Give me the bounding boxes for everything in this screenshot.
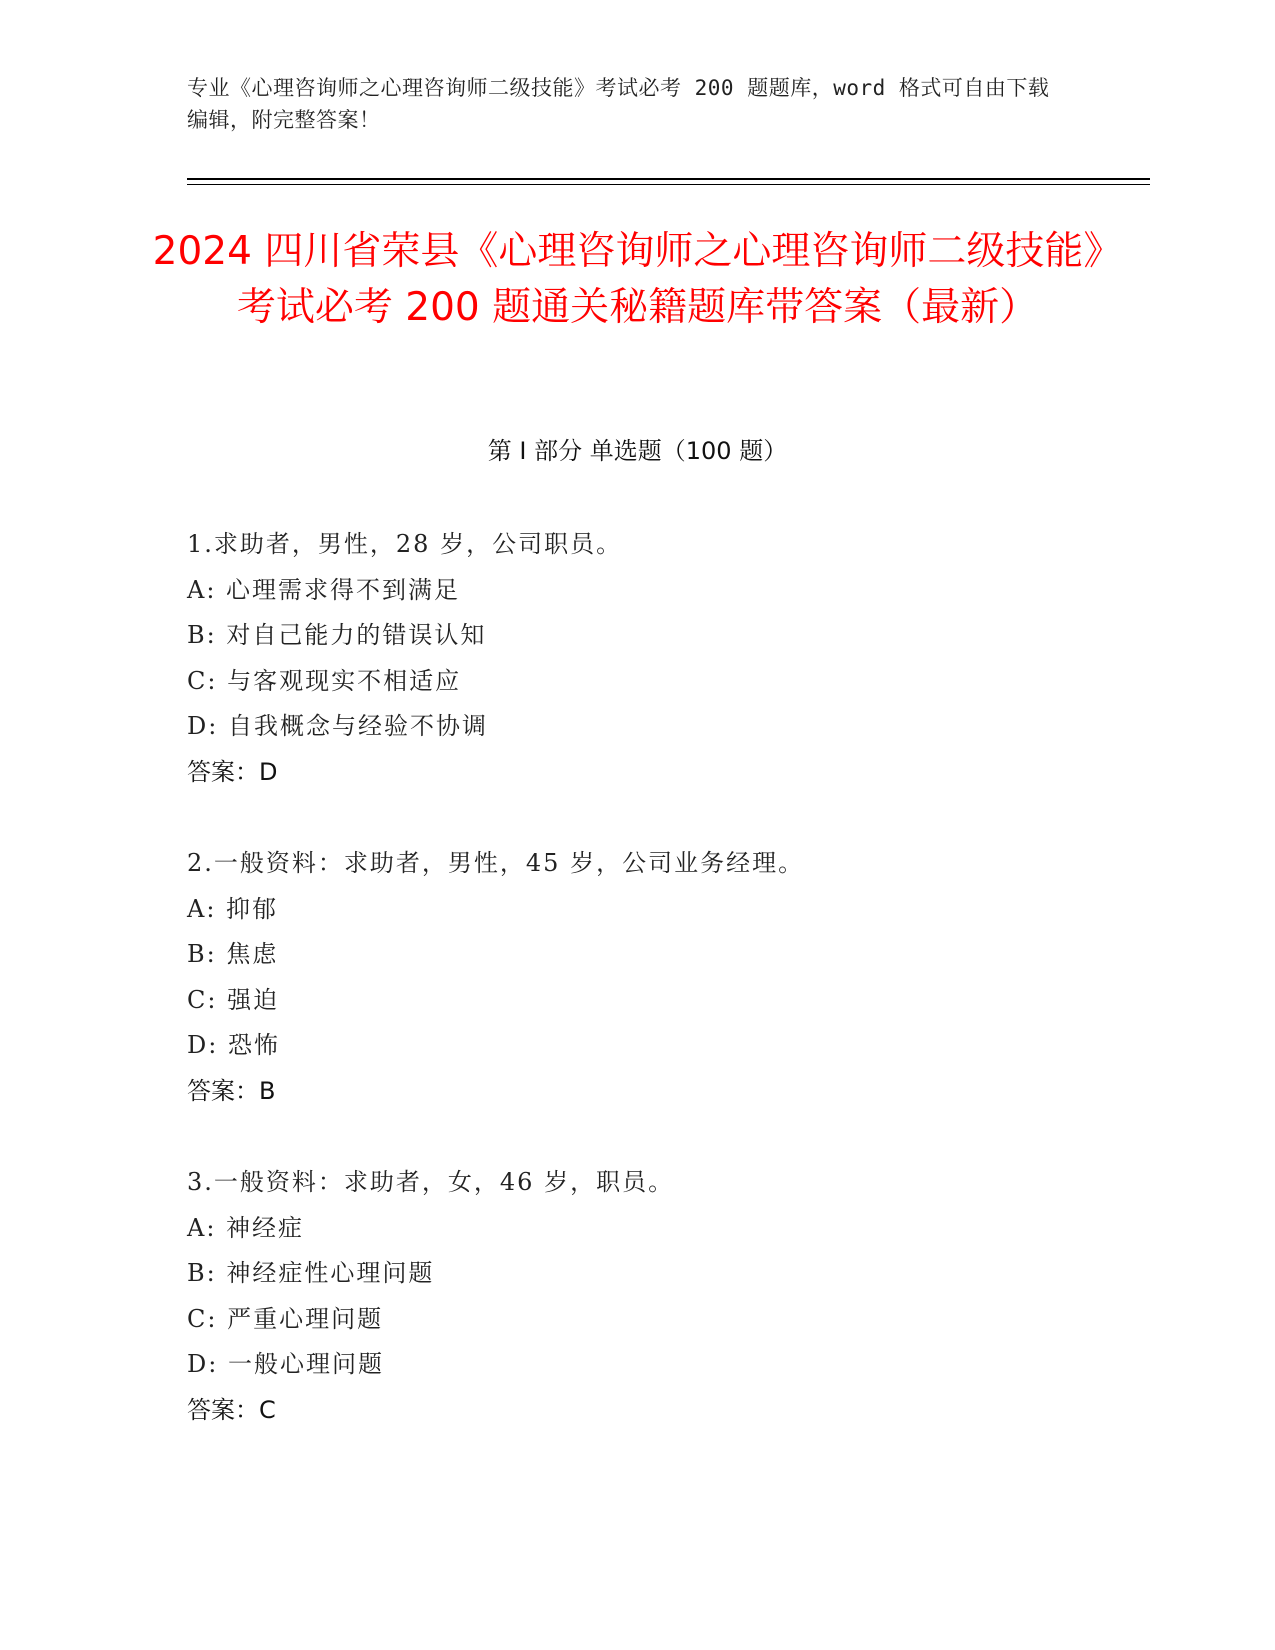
option-d: D: 一般心理问题 — [187, 1350, 384, 1378]
question-1 — [187, 522, 1137, 795]
option-a: A: 神经症 — [187, 1213, 305, 1242]
option-b: B: 神经症性心理问题 — [187, 1259, 435, 1287]
option-d: D: 自我概念与经验不协调 — [187, 712, 488, 740]
document-title: 2024 四川省荣县《心理咨询师之心理咨询师二级技能》考试必考 200 题通关秘籍题库带答案（最新） — [152, 229, 1123, 330]
option-a: A: 心理需求得不到满足 — [187, 575, 461, 604]
option-b: B: 对自己能力的错误认知 — [187, 621, 487, 649]
option-c: C: 与客观现实不相适应 — [187, 666, 462, 695]
option-c: C: 强迫 — [187, 985, 280, 1014]
question-list — [187, 522, 1137, 1479]
section-title: 第 I 部分 单选题（100 题） — [487, 437, 788, 465]
header-divider-thin — [187, 184, 1150, 185]
question-stem: 1.求助者，男性，28 岁，公司职员。 — [187, 530, 623, 558]
option-b: B: 焦虑 — [187, 940, 279, 968]
option-c: C: 严重心理问题 — [187, 1304, 384, 1333]
answer: 答案：C — [187, 1395, 276, 1424]
answer: 答案：B — [187, 1076, 276, 1105]
option-d: D: 恐怖 — [187, 1031, 280, 1059]
header-divider-thick — [187, 178, 1150, 180]
question-2 — [187, 841, 1137, 1114]
question-stem: 3.一般资料：求助者，女，46 岁，职员。 — [187, 1168, 675, 1196]
question-3 — [187, 1160, 1137, 1433]
question-stem: 2.一般资料：求助者，男性，45 岁，公司业务经理。 — [187, 849, 805, 877]
header-note: 专业《心理咨询师之心理咨询师二级技能》考试必考 200 题题库，word 格式可自由下载编辑，附完整答案！ — [187, 76, 1050, 132]
answer: 答案：D — [187, 757, 278, 786]
option-a: A: 抑郁 — [187, 894, 279, 923]
